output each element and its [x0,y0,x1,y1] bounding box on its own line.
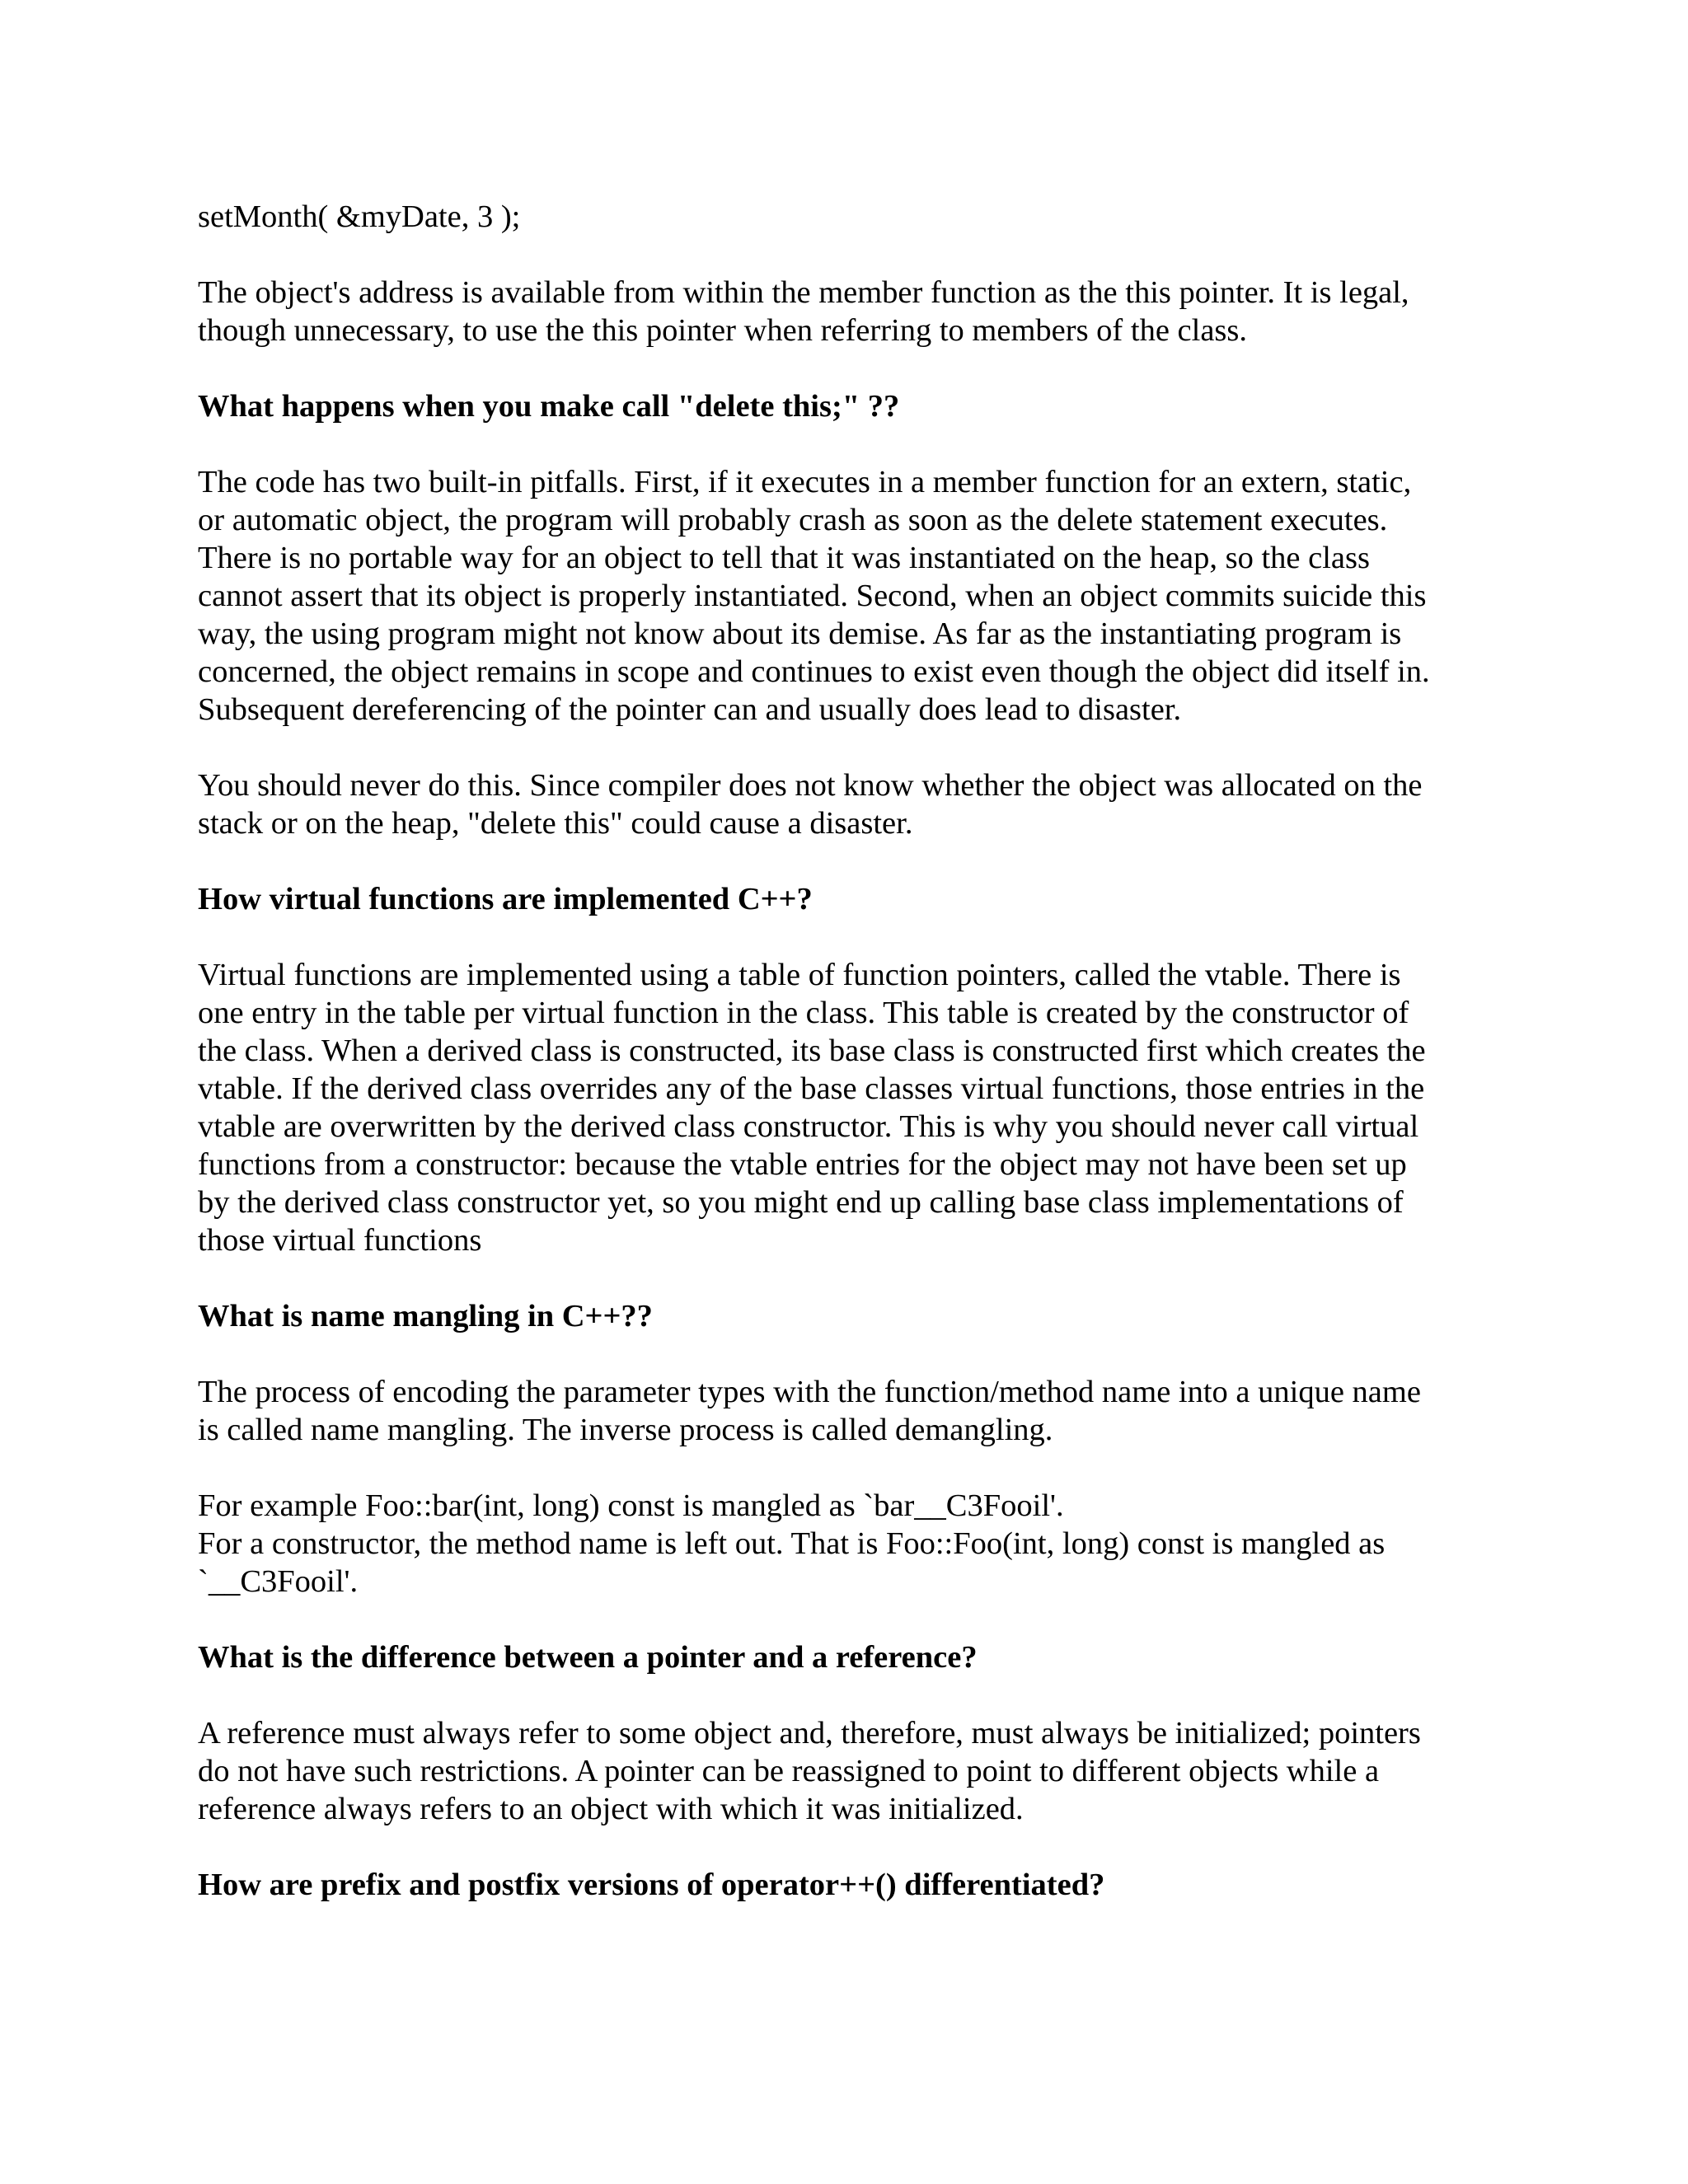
heading-line: What happens when you make call "delete this;" ?? [198,389,900,424]
text-line: vtable are overwritten by the derived class constructor. This is why you should never call virtual [198,1109,1419,1144]
text-line: The code has two built-in pitfalls. First, if it executes in a member function for an extern, static, [198,465,1412,499]
document-page [198,198,1500,1942]
text-line: those virtual functions [198,1223,482,1258]
text-line: though unnecessary, to use the this pointer when referring to members of the class. [198,313,1248,348]
text-line: setMonth( &myDate, 3 ); [198,199,521,234]
heading-line: What is the difference between a pointer and a reference? [198,1640,978,1675]
text-line: do not have such restrictions. A pointer can be reassigned to point to different objects while a [198,1754,1380,1788]
text-line: is called name mangling. The inverse process is called demangling. [198,1413,1053,1447]
text-line: `__C3Fooil'. [198,1564,359,1599]
text-line: concerned, the object remains in scope and continues to exist even though the object did itself in. [198,654,1430,689]
text-line: way, the using program might not know about its demise. As far as the instantiating program is [198,616,1402,651]
text-line: reference always refers to an object with which it was initialized. [198,1792,1024,1826]
heading-name-mangling [198,1297,1500,1335]
text-line: by the derived class constructor yet, so you might end up calling base class implementations of [198,1185,1404,1220]
text-line: Virtual functions are implemented using a table of function pointers, called the vtable. There is [198,958,1401,992]
text-line: The process of encoding the parameter types with the function/method name into a unique name [198,1375,1421,1409]
heading-pointer-vs-reference [198,1638,1500,1676]
paragraph-pointer-vs-reference [198,1714,1500,1828]
paragraph-never-do-this [198,766,1500,842]
heading-line: How are prefix and postfix versions of operator++() differentiated? [198,1868,1105,1902]
text-line: A reference must always refer to some object and, therefore, must always be initialized; pointers [198,1716,1421,1750]
text-line: There is no portable way for an object to tell that it was instantiated on the heap, so the class [198,541,1370,575]
text-line: one entry in the table per virtual function in the class. This table is created by the constructor of [198,996,1409,1030]
paragraph-this-pointer [198,274,1500,349]
text-line: stack or on the heap, "delete this" could cause a disaster. [198,806,913,841]
text-line: Subsequent dereferencing of the pointer can and usually does lead to disaster. [198,692,1182,727]
paragraph-vtable [198,956,1500,1259]
heading-prefix-postfix [198,1866,1500,1904]
text-line: You should never do this. Since compiler does not know whether the object was allocated on the [198,768,1423,803]
text-line: or automatic object, the program will probably crash as soon as the delete statement executes. [198,503,1388,537]
heading-virtual-functions [198,880,1500,918]
text-line: The object's address is available from within the member function as the this pointer. It is legal, [198,275,1409,310]
heading-line: How virtual functions are implemented C++? [198,882,813,916]
heading-delete-this [198,387,1500,425]
code-snippet [198,198,1500,236]
heading-line: What is name mangling in C++?? [198,1299,653,1333]
text-line: the class. When a derived class is constructed, its base class is constructed first which creates the [198,1033,1426,1068]
text-line: vtable. If the derived class overrides any of the base classes virtual functions, those entries in the [198,1071,1425,1106]
text-line: cannot assert that its object is properly instantiated. Second, when an object commits suicide this [198,579,1427,613]
text-line: functions from a constructor: because the vtable entries for the object may not have been set up [198,1147,1407,1182]
paragraph-pitfalls [198,463,1500,729]
text-line: For example Foo::bar(int, long) const is mangled as `bar__C3Fooil'. [198,1488,1064,1523]
paragraph-name-mangling [198,1373,1500,1449]
paragraph-mangling-example [198,1487,1500,1601]
text-line: For a constructor, the method name is left out. That is Foo::Foo(int, long) const is mangled as [198,1526,1386,1561]
